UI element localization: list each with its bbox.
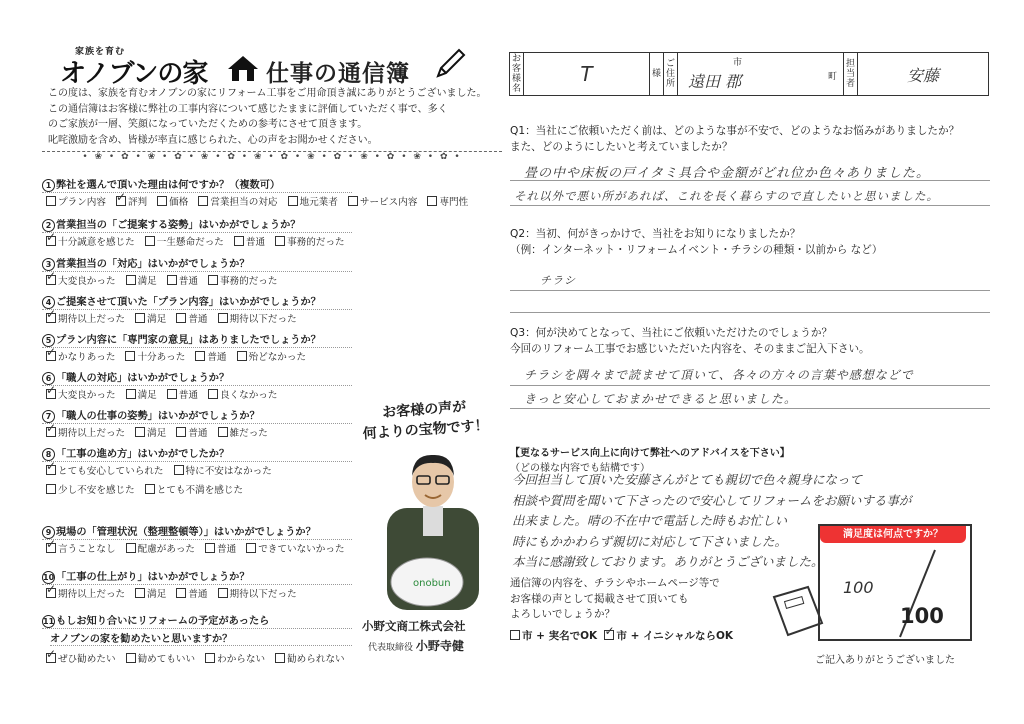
honorific: 様: [650, 53, 664, 96]
option: 専門性: [427, 197, 468, 208]
option: 事務的だった: [208, 276, 278, 287]
option: 価格: [157, 197, 188, 208]
checkbox[interactable]: [176, 427, 186, 437]
checkbox[interactable]: [208, 275, 218, 285]
option: 十分あった: [125, 352, 185, 363]
question-number: 5: [42, 334, 55, 347]
customer-address: 遠田 郡: [688, 72, 742, 91]
question-8: [42, 445, 352, 462]
option: 普通: [205, 544, 236, 555]
option: ✓とても安心していられた: [46, 466, 164, 477]
option: 満足: [135, 314, 166, 325]
question-number: 2: [42, 219, 55, 232]
staff-label: 担当者: [844, 53, 858, 96]
question-2: [42, 216, 352, 233]
question-text: 「職人の仕事の姿勢」はいかがでしょうか？: [56, 411, 260, 422]
question-text: プラン内容に「専門家の意見」はありましたでしょうか？: [56, 335, 321, 346]
checkbox[interactable]: [176, 313, 186, 323]
checkbox[interactable]: [218, 313, 228, 323]
checkbox[interactable]: [167, 275, 177, 285]
score-header: 満足度は何点ですか？: [820, 526, 966, 543]
question-text: 営業担当の「ご提案する姿勢」はいかがでしょうか？: [56, 220, 301, 231]
question-number: 6: [42, 372, 55, 385]
question-number: 3: [42, 258, 55, 271]
question-text: もしお知り合いにリフォームの予定があったら: [56, 616, 270, 627]
question-text: 現場の「管理状況（整理整頓等）」はいかがでしょうか？: [56, 527, 316, 538]
question-number: 9: [42, 526, 55, 539]
option: ✓期待以上だった: [46, 428, 125, 439]
option: 満足: [126, 276, 157, 287]
checkbox[interactable]: [46, 588, 56, 598]
checkbox[interactable]: [46, 313, 56, 323]
checkbox[interactable]: [46, 275, 56, 285]
option: 期待以下だった: [218, 314, 297, 325]
checkbox[interactable]: [176, 588, 186, 598]
checkbox[interactable]: [288, 196, 298, 206]
options-10: [46, 586, 307, 600]
question-number: 11: [43, 617, 55, 626]
address-label: ご住所: [664, 53, 678, 96]
checkbox[interactable]: [46, 427, 56, 437]
question-3: Q3：何が決めてとなって、当社にご依頼いただけたのでしょうか？ 今回のリフォーム工事でお感じいただいた内容を、そのままご記入下さい。: [510, 327, 870, 355]
checkbox[interactable]: [126, 653, 136, 663]
option: 勧められない: [275, 654, 345, 665]
option: 普通: [167, 390, 198, 401]
option: 一生懸命だった: [145, 237, 224, 248]
checkbox[interactable]: [275, 236, 285, 246]
question-text: 営業担当の「対応」はいかがでしょうか？: [56, 259, 250, 270]
decorative-border: • ❀ • ✿ • ❀ • ✿ • ❀ • ✿ • ❀ • ✿ • ❀ • ✿ • ❀ • ✿ • ❀ • ✿ •: [82, 152, 462, 162]
checkbox[interactable]: [218, 427, 228, 437]
checkbox[interactable]: [46, 196, 56, 206]
option: ✓ 評判: [116, 197, 147, 208]
name-label: お客様名: [510, 53, 524, 96]
checkbox[interactable]: [46, 389, 56, 399]
checkbox[interactable]: [116, 196, 126, 206]
option: 普通: [176, 314, 207, 325]
answer-line: [510, 290, 990, 292]
option: 普通: [195, 352, 226, 363]
question-text: 「職人の対応」はいかがでしょうか？: [56, 373, 230, 384]
address-cell: 市 遠田 郡 町: [678, 53, 844, 96]
option: ✓言うことなし: [46, 544, 116, 555]
options-8: [46, 463, 282, 477]
question-5: [42, 331, 352, 348]
checkbox[interactable]: [208, 389, 218, 399]
option: 雑だった: [218, 428, 268, 439]
option: ✓大変良かった: [46, 390, 116, 401]
checkbox[interactable]: [145, 484, 155, 494]
brand-tagline: 家族を育む: [75, 47, 126, 57]
question-text: ご提案させて頂いた「プラン内容」はいかがでしょうか？: [56, 297, 321, 308]
question-text: 弊社を選んで頂いた理由は何ですか？（複数可）: [56, 180, 281, 191]
option: ✓かなりあった: [46, 352, 115, 363]
option: できていないかった: [246, 544, 344, 555]
options-6: [46, 387, 288, 401]
options-3: [46, 273, 288, 287]
checkbox[interactable]: [135, 427, 145, 437]
option: 少し不安を感じた: [46, 485, 135, 496]
house-icon: [226, 54, 260, 82]
answer-line: [510, 408, 990, 410]
options-8: [46, 482, 253, 496]
question-number: 10: [43, 573, 55, 582]
brand-logo: オノブンの家: [60, 59, 208, 89]
option: ✓大変良かった: [46, 276, 116, 287]
question-11-text-2: オノブンの家を勧めたいと思いますか？: [50, 630, 352, 646]
answer-2: チラシ: [540, 274, 576, 287]
advice-answer: 今回担当して頂いた安藤さんがとても親切で色々親身になって 相談や質問を聞いて下さったので安心してリフォームをお願いする事が 出来ました。晴の不在中で電話した時もお忙しい 時にもかかわらず親切に対応して下さいました。 本当に感謝致しております。ありがとうございました。: [512, 472, 912, 569]
question-text: 「工事の仕上がり」はいかがでしょうか？: [56, 572, 250, 583]
pen-icon: [432, 48, 466, 82]
answer-1-line-2: それ以外で悪い所があれば、これを長く暮らすので直したいと思いました。: [514, 189, 939, 203]
options-1: [46, 194, 478, 208]
checkbox[interactable]: [195, 351, 205, 361]
advice-prompt: 【更なるサービス向上に向けて弊社へのアドバイスを下さい】 （どの様な内容でも結構です）: [510, 448, 790, 474]
checkbox[interactable]: [46, 484, 56, 494]
options-5: [46, 349, 316, 363]
checkbox[interactable]: [198, 196, 208, 206]
ceo-name: 代表取締役 小野寺健: [368, 639, 464, 653]
staff-photo: [383, 446, 483, 610]
question-3: [42, 255, 352, 272]
svg-text:onobun: onobun: [413, 578, 451, 589]
question-number: 4: [42, 296, 55, 309]
checkbox[interactable]: [174, 465, 184, 475]
option: サービス内容: [348, 197, 418, 208]
option: 満足: [135, 428, 166, 439]
option: 普通: [234, 237, 265, 248]
checkbox[interactable]: [167, 389, 177, 399]
customer-name: T: [524, 53, 650, 96]
answer-line: [510, 205, 990, 207]
option: とても不満を感じた: [145, 485, 243, 496]
question-text: 「工事の進め方」はいかがでしたか？: [56, 449, 230, 460]
answer-line: [510, 385, 990, 387]
option: 期待以下だった: [218, 589, 297, 600]
option: 営業担当の対応: [198, 197, 277, 208]
checkbox[interactable]: [46, 236, 56, 246]
question-2: Q2：当初、何がきっかけで、当社をお知りになりましたか？ （例：インターネット・リフォームイベント・チラシの種類・以前から など）: [510, 228, 883, 256]
checkbox[interactable]: [218, 588, 228, 598]
checkbox[interactable]: [145, 236, 155, 246]
staff-name: 安藤: [858, 53, 989, 96]
checkbox[interactable]: [126, 543, 136, 553]
question-number: 8: [42, 448, 55, 461]
option: ✓期待以上だった: [46, 589, 125, 600]
checkbox[interactable]: [126, 389, 136, 399]
option: 良くなかった: [208, 390, 278, 401]
options-2: [46, 234, 355, 248]
checkbox[interactable]: [275, 653, 285, 663]
page-title: 仕事の通信簿: [266, 61, 410, 87]
option: 事務的だった: [275, 237, 345, 248]
options-9: [46, 541, 355, 555]
option: 特に不安はなかった: [174, 466, 272, 477]
checkbox[interactable]: [46, 543, 56, 553]
checkbox[interactable]: [126, 275, 136, 285]
option: ✓十分誠意を感じた: [46, 237, 135, 248]
checkbox[interactable]: [46, 351, 56, 361]
option: 普通: [176, 428, 207, 439]
option: 地元業者: [288, 197, 338, 208]
intro-text: この度は、家族を育むオノブンの家にリフォーム工事をご用命頂き誠にありがとうございました。 この通信簿はお客様に弊社の工事内容について感じたままに評価していただく事で、多く のご家族が一層、笑顔になっていただくための参考にさせて頂きます。 叱咤激励を含め、皆様が率直に感じられた、心の声をお聞かせください。: [48, 88, 487, 146]
option: わからない: [205, 654, 265, 665]
checkbox[interactable]: [234, 236, 244, 246]
question-9: [42, 523, 352, 540]
permission-options: 市 + 実名でOK ✓ 市 + イニシャルならOK: [510, 628, 733, 643]
checkbox[interactable]: [237, 351, 247, 361]
options-4: [46, 311, 307, 325]
question-6: [42, 369, 352, 386]
option: ✓ぜひ勧めたい: [46, 654, 116, 665]
options-11: [46, 651, 355, 665]
checkbox[interactable]: [46, 465, 56, 475]
answer-line: [510, 312, 990, 314]
checkbox[interactable]: [205, 543, 215, 553]
option: 満足: [135, 589, 166, 600]
option: 配慮があった: [126, 544, 195, 555]
question-number: 1: [42, 179, 55, 192]
thanks-text: ご記入ありがとうございました: [815, 655, 955, 666]
checkbox-real-name[interactable]: [510, 630, 520, 640]
checkbox[interactable]: [427, 196, 437, 206]
checkbox[interactable]: [348, 196, 358, 206]
checkbox[interactable]: [246, 543, 256, 553]
score-max: 100: [900, 604, 944, 628]
answer-3-line-1: チラシを隅々まで読ませて頂いて、各々の方々の言葉や感想などで: [524, 368, 914, 382]
checkbox[interactable]: [205, 653, 215, 663]
question-11: [42, 612, 352, 629]
customer-info-table: [509, 52, 989, 96]
checkbox[interactable]: [125, 351, 135, 361]
option: 勧めてもいい: [126, 654, 196, 665]
question-1: Q1：当社にご依頼いただく前は、どのような事が不安で、どのようなお悩みがありましたか？ また、どのようにしたいと考えていましたか？: [510, 125, 960, 153]
checkbox-initials[interactable]: [604, 630, 614, 640]
company-name: 小野文商工株式会社: [362, 619, 466, 633]
option: ✓期待以上だった: [46, 314, 125, 325]
checkbox[interactable]: [135, 588, 145, 598]
score-value: 100: [843, 578, 874, 597]
question-1: [42, 176, 352, 193]
checkbox[interactable]: [135, 313, 145, 323]
checkbox[interactable]: [46, 653, 56, 663]
permission-question: 通信簿の内容を、チラシやホームページ等で お客様の声として掲載させて頂いても よろしいでしょうか？: [510, 577, 720, 620]
question-10: [42, 568, 352, 585]
answer-3-line-2: きっと安心しておまかせできると思いました。: [524, 392, 798, 406]
answer-1-line-1: 畳の中や床板の戸イタミ具合や金額がどれ位か色々ありました。: [524, 166, 931, 181]
options-7: [46, 425, 278, 439]
question-7: [42, 407, 352, 424]
question-4: [42, 293, 352, 310]
option: 普通: [176, 589, 207, 600]
option: プラン内容: [46, 197, 106, 208]
promo-bubble: お客様の声が 何よりの宝物です！: [362, 399, 490, 443]
option: 殆どなかった: [237, 352, 307, 363]
checkbox[interactable]: [157, 196, 167, 206]
option: 普通: [167, 276, 198, 287]
option: 満足: [126, 390, 157, 401]
question-number: 7: [42, 410, 55, 423]
